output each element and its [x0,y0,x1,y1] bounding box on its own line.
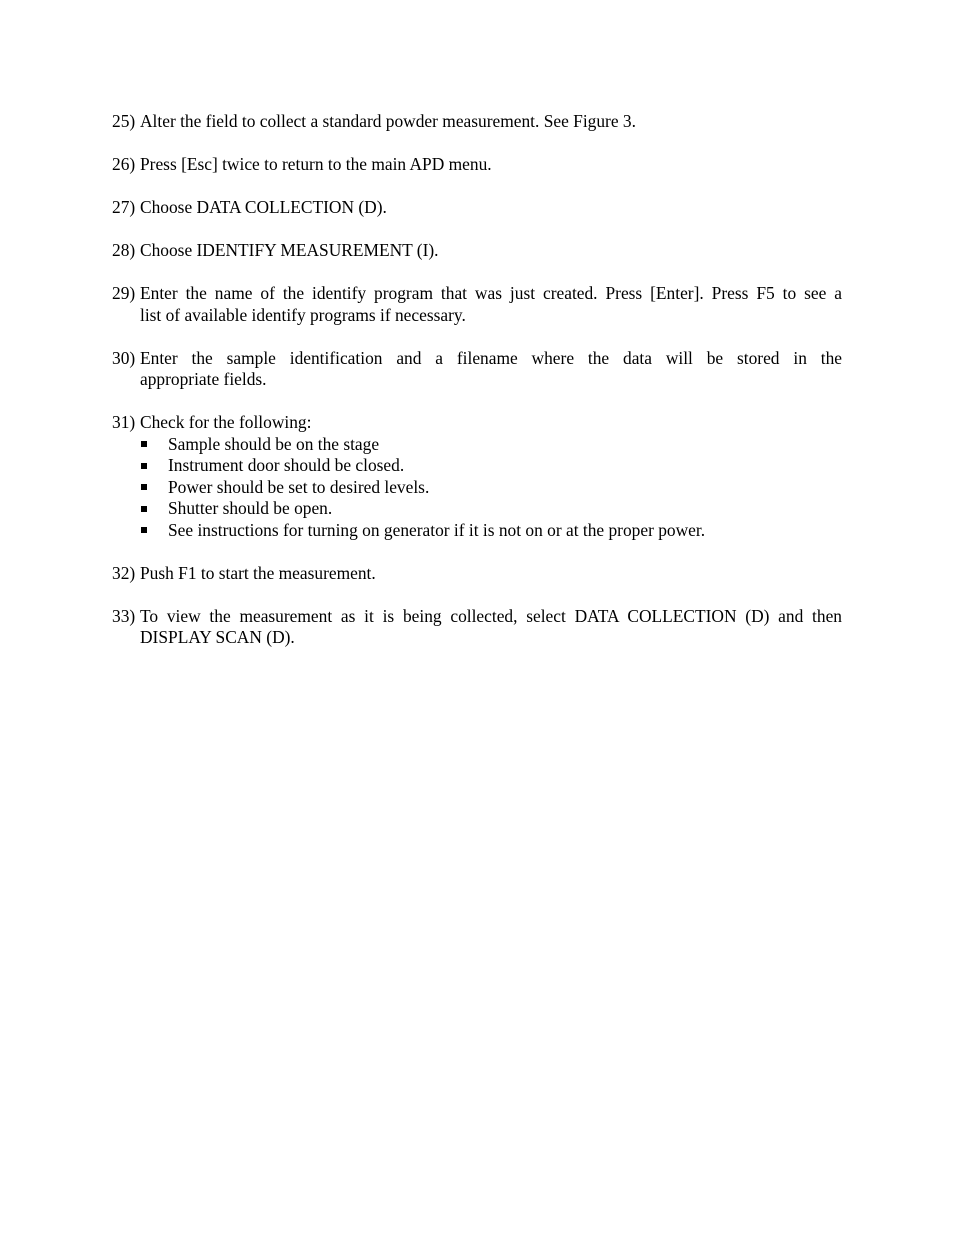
step-text: Check for the following: [140,412,312,432]
step-text: Choose IDENTIFY MEASUREMENT (I). [140,240,439,260]
checklist [140,434,842,542]
checklist-item-text: Sample should be on the stage [168,433,380,454]
step-text: Push F1 to start the measurement. [140,562,376,583]
checklist-item-text: Instrument door should be closed. [168,455,405,475]
step-number: 32) [112,562,136,583]
checklist-item [140,520,842,542]
square-bullet-icon [140,498,168,520]
step-number: 33) [112,605,136,626]
checklist-item [140,498,842,520]
checklist-item-text: Power should be set to desired levels. [168,476,430,497]
checklist-item [140,477,842,499]
checklist-item-text: See instructions for turning on generator if it is not on or at the proper power. [168,519,706,540]
checklist-item [140,434,842,456]
square-bullet-icon [140,477,168,499]
square-bullet-icon [140,520,168,542]
step-number: 26) [112,154,136,174]
step-number: 27) [112,197,136,217]
step-30 [112,348,842,391]
step-29 [112,283,842,326]
step-text: Choose DATA COLLECTION (D). [140,197,387,217]
procedure-steps [112,111,842,670]
step-text: Press [Esc] twice to return to the main APD menu. [140,154,492,174]
step-text-line-2: DISPLAY SCAN (D). [140,627,295,647]
checklist-item-text: Shutter should be open. [168,498,333,518]
square-bullet-icon [140,455,168,477]
step-text: Alter the field to collect a standard powder measurement. See Figure 3. [140,111,636,131]
step-32 [112,563,842,585]
step-text-line-1: Enter the name of the identify program that was just created. Press [Enter]. Press F5 to see a [140,283,842,303]
step-text-line-2: list of available identify programs if necessary. [140,304,466,325]
step-number: 29) [112,283,136,303]
step-number: 28) [112,240,136,260]
step-number: 25) [112,111,136,131]
step-27 [112,197,842,219]
step-text-line-1: Enter the sample identification and a filename where the data will be stored in the [140,347,842,368]
step-number: 31) [112,412,136,432]
step-text-line-1: To view the measurement as it is being collected, select DATA COLLECTION (D) and then [140,605,842,626]
step-text-line-2: appropriate fields. [140,369,267,389]
step-25 [112,111,842,133]
step-31 [112,412,842,541]
square-bullet-icon [140,434,168,456]
step-number: 30) [112,347,136,368]
step-26 [112,154,842,176]
step-28 [112,240,842,262]
checklist-item [140,455,842,477]
step-33 [112,606,842,649]
